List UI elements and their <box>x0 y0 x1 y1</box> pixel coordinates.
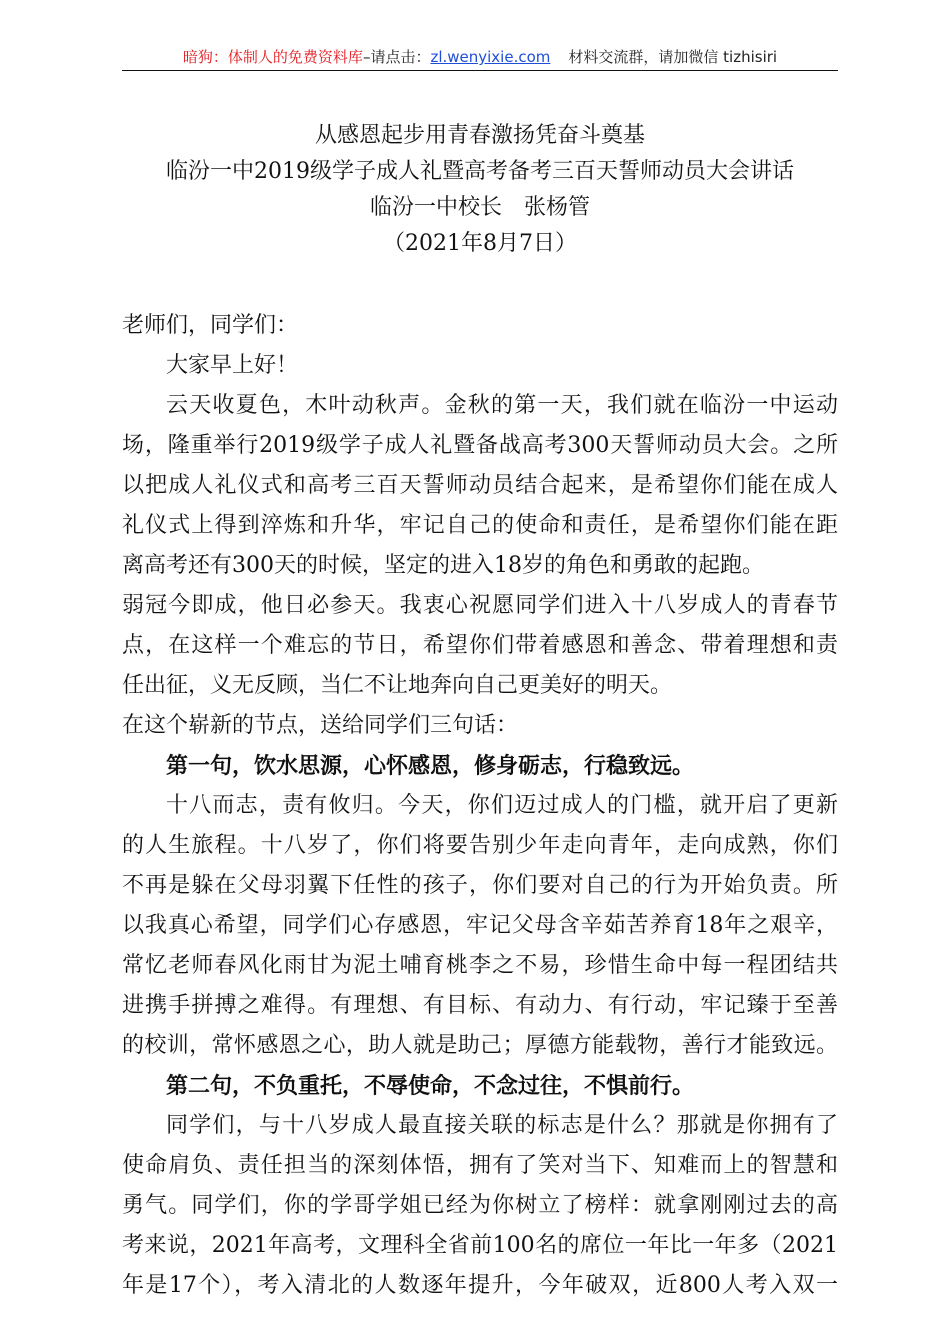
page-header <box>124 46 836 68</box>
paragraph-line: 云天收夏色，木叶动秋声。金秋的第一天，我们就在临汾一中运动 <box>166 393 838 418</box>
click-prefix: –请点击： <box>362 48 431 66</box>
paragraph-line: 年是17个），考入清北的人数逐年提升，今年破双，近800人考入双一 <box>122 1273 838 1298</box>
paragraph-line: 点，在这样一个难忘的节日，希望你们带着感恩和善念、带着理想和责 <box>122 633 838 658</box>
paragraph-line: 进携手拼搏之难得。有理想、有目标、有动力、有行动，牢记臻于至善 <box>122 993 838 1018</box>
speech-title: 从感恩起步用青春激扬凭奋斗奠基 <box>314 123 645 148</box>
paragraph-line: 考来说，2021年高考，文理科全省前100名的席位一年比一年多（2021 <box>122 1233 838 1258</box>
website-link[interactable]: zl.wenyixie.com <box>430 48 551 66</box>
paragraph-line: 同学们，与十八岁成人最直接关联的标志是什么？那就是你拥有了 <box>166 1113 838 1138</box>
speech-body <box>122 306 838 1306</box>
section-heading-1: 第一句，饮水思源，心怀感恩，修身砺志，行稳致远。 <box>166 753 695 779</box>
paragraph-line: 常忆老师春风化雨甘为泥土哺育桃李之不易，珍惜生命中每一程团结共 <box>122 953 838 978</box>
promo-text: 暗狗：体制人的免费资料库 <box>182 48 363 66</box>
paragraph-line: 离高考还有300天的时候，坚定的进入18岁的角色和勇敢的起跑。 <box>122 553 764 578</box>
paragraph-line: 使命肩负、责任担当的深刻体悟，拥有了笑对当下、知难而上的智慧和 <box>122 1153 838 1178</box>
paragraph-line: 任出征，义无反顾，当仁不让地奔向自己更美好的明天。 <box>122 673 673 698</box>
title-block <box>122 118 838 262</box>
paragraph-line: 以把成人礼仪式和高考三百天誓师动员结合起来，是希望你们能在成人 <box>122 473 838 498</box>
wechat-note: 材料交流群，请加微信 tizhisiri <box>568 48 778 66</box>
paragraph-line: 在这个崭新的节点，送给同学们三句话： <box>122 713 519 738</box>
speech-date: （2021年8月7日） <box>383 231 577 256</box>
header-divider <box>122 70 838 71</box>
paragraph-line: 弱冠今即成，他日必参天。我衷心祝愿同学们进入十八岁成人的青春节 <box>122 593 838 618</box>
speech-author: 临汾一中校长 张杨管 <box>369 195 590 220</box>
paragraph-line: 场，隆重举行2019级学子成人礼暨备战高考300天誓师动员大会。之所 <box>122 433 838 458</box>
paragraph-line: 不再是躲在父母羽翼下任性的孩子，你们要对自己的行为开始负责。所 <box>122 873 838 898</box>
greeting: 大家早上好！ <box>166 353 299 378</box>
paragraph-line: 的人生旅程。十八岁了，你们将要告别少年走向青年，走向成熟，你们 <box>122 833 838 858</box>
section-heading-2: 第二句，不负重托，不辱使命，不念过往，不惧前行。 <box>166 1073 695 1099</box>
speech-subtitle: 临汾一中2019级学子成人礼暨高考备考三百天誓师动员大会讲话 <box>166 159 794 184</box>
paragraph-line: 的校训，常怀感恩之心，助人就是助己；厚德方能载物，善行才能致远。 <box>122 1033 838 1058</box>
salutation: 老师们，同学们： <box>122 313 299 338</box>
paragraph-line: 勇气。同学们，你的学哥学姐已经为你树立了榜样：就拿刚刚过去的高 <box>122 1193 838 1218</box>
paragraph-line: 十八而志，责有攸归。今天，你们迈过成人的门槛，就开启了更新 <box>166 793 838 818</box>
paragraph-line: 以我真心希望，同学们心存感恩，牢记父母含辛茹苦养育18年之艰辛， <box>122 913 838 938</box>
paragraph-line: 礼仪式上得到淬炼和升华，牢记自己的使命和责任，是希望你们能在距 <box>122 513 838 538</box>
